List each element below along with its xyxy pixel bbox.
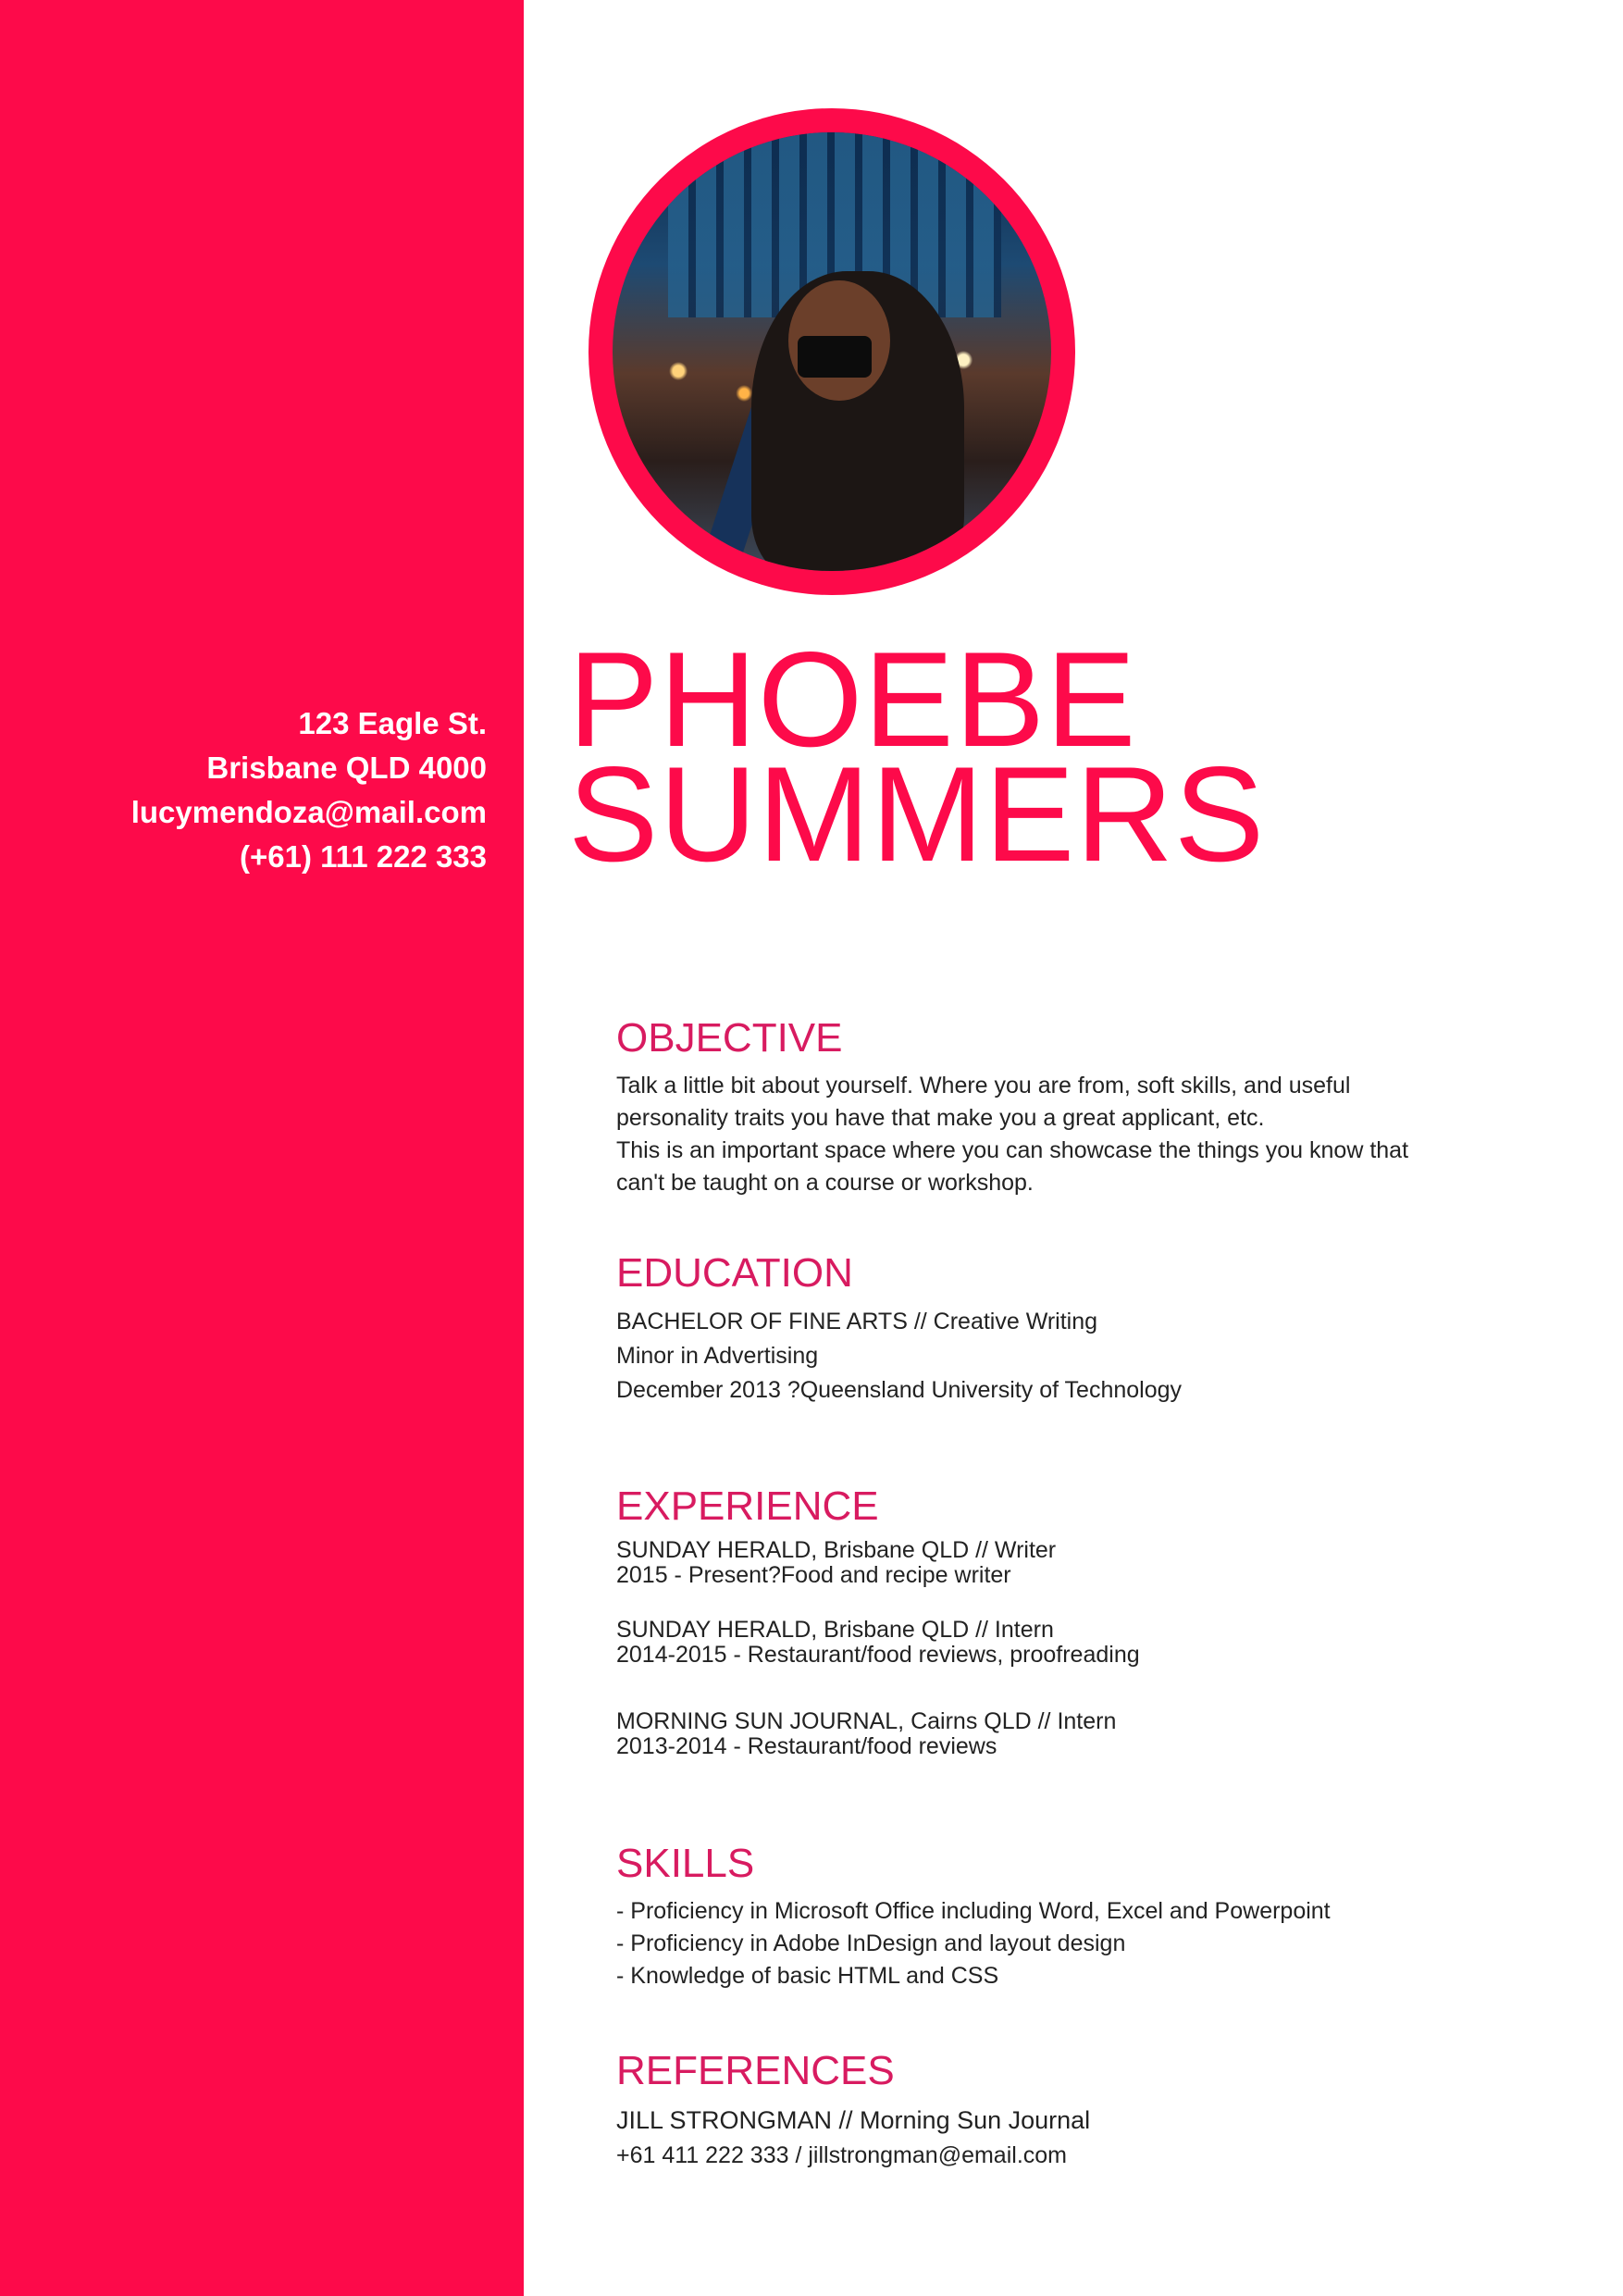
section-title: EDUCATION — [616, 1250, 853, 1296]
experience-entry — [616, 1538, 1579, 1588]
section-title: REFERENCES — [616, 2048, 895, 2093]
education-section — [616, 1249, 1579, 1408]
skill-item: - Proficiency in Microsoft Office including Word, Excel and Powerpoint — [616, 1898, 1331, 1924]
experience-section — [616, 1483, 1579, 1759]
address-line-1: 123 Eagle St. — [298, 706, 487, 740]
full-name — [568, 624, 1266, 889]
profile-photo — [613, 132, 1051, 571]
section-title: OBJECTIVE — [616, 1015, 843, 1061]
objective-line: This is an important space where you can showcase the things you know that — [616, 1137, 1409, 1163]
reference-name: JILL STRONGMAN // Morning Sun Journal — [616, 2106, 1091, 2134]
address-line-2: Brisbane QLD 4000 — [206, 751, 487, 785]
skills-section — [616, 1840, 1579, 1992]
camera-icon — [798, 336, 872, 378]
section-title: EXPERIENCE — [616, 1483, 879, 1529]
skill-item: - Proficiency in Adobe InDesign and layout design — [616, 1930, 1126, 1956]
section-title: SKILLS — [616, 1841, 755, 1886]
objective-line: personality traits you have that make you a great applicant, etc. — [616, 1105, 1265, 1131]
sidebar — [0, 0, 524, 2296]
education-line: Minor in Advertising — [616, 1343, 819, 1369]
first-name: PHOEBE — [568, 624, 1137, 775]
references-section — [616, 2047, 1579, 2173]
contact-block — [131, 701, 487, 879]
reference-contact: +61 411 222 333 / jillstrongman@email.com — [616, 2142, 1067, 2168]
experience-role: SUNDAY HERALD, Brisbane QLD // Writer — [616, 1537, 1057, 1563]
education-line: December 2013 ?Queensland University of Technology — [616, 1377, 1183, 1403]
experience-detail: 2013-2014 - Restaurant/food reviews — [616, 1733, 997, 1759]
skill-item: - Knowledge of basic HTML and CSS — [616, 1963, 999, 1989]
experience-detail: 2015 - Present?Food and recipe writer — [616, 1562, 1011, 1588]
experience-entry — [616, 1709, 1579, 1759]
phone: (+61) 111 222 333 — [240, 839, 487, 874]
experience-entry — [616, 1618, 1579, 1668]
objective-line: Talk a little bit about yourself. Where you are from, soft skills, and useful — [616, 1073, 1351, 1098]
objective-section — [616, 1014, 1579, 1199]
education-line: BACHELOR OF FINE ARTS // Creative Writing — [616, 1309, 1098, 1334]
experience-role: SUNDAY HERALD, Brisbane QLD // Intern — [616, 1617, 1054, 1643]
experience-role: MORNING SUN JOURNAL, Cairns QLD // Intern — [616, 1708, 1117, 1734]
email: lucymendoza@mail.com — [130, 795, 487, 829]
profile-photo-frame — [588, 108, 1075, 595]
experience-detail: 2014-2015 - Restaurant/food reviews, proofreading — [616, 1642, 1140, 1668]
last-name: SUMMERS — [568, 738, 1266, 889]
objective-line: can't be taught on a course or workshop. — [616, 1170, 1034, 1196]
